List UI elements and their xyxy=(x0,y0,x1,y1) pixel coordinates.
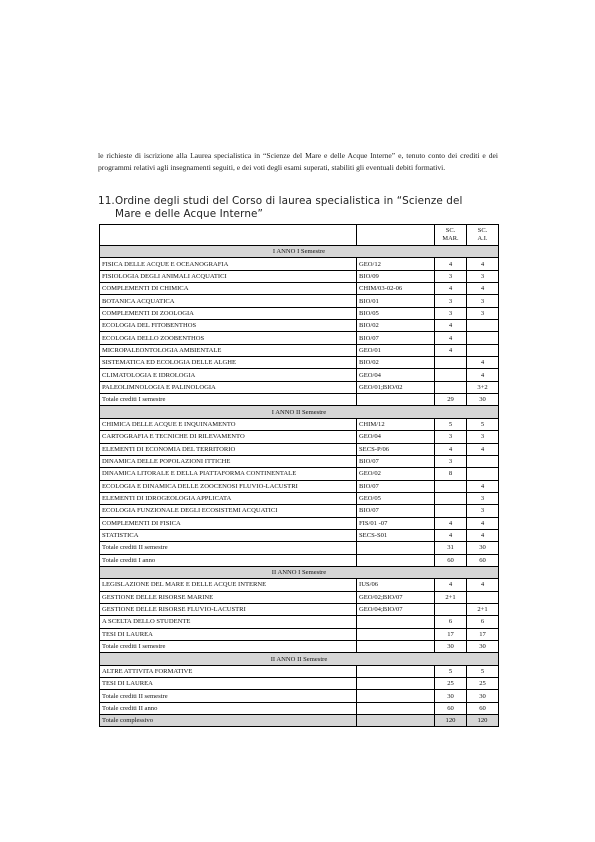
credits-ai-cell: 3 xyxy=(467,295,499,307)
course-name-cell: COMPLEMENTI DI ZOOLOGIA xyxy=(100,307,357,319)
credits-ai-cell: 5 xyxy=(467,665,499,677)
course-code-cell xyxy=(357,628,435,640)
course-code-cell: BIO/09 xyxy=(357,270,435,282)
course-name-cell: DINAMICA LITORALE E DELLA PIATTAFORMA CONTINENTALE xyxy=(100,468,357,480)
credits-mar-cell: 3 xyxy=(435,295,467,307)
credits-ai-cell: 4 xyxy=(467,258,499,270)
credits-mar-cell: 4 xyxy=(435,529,467,541)
course-code-cell xyxy=(357,678,435,690)
credits-ai-cell: 30 xyxy=(467,641,499,653)
course-code-cell xyxy=(357,715,435,727)
credits-mar-cell xyxy=(435,480,467,492)
course-code-cell: GEO/02 xyxy=(357,468,435,480)
course-name-cell: GESTIONE DELLE RISORSE MARINE xyxy=(100,591,357,603)
credits-ai-cell: 60 xyxy=(467,702,499,714)
credits-mar-cell: 4 xyxy=(435,344,467,356)
table-row xyxy=(100,678,499,690)
credits-mar-cell: 4 xyxy=(435,320,467,332)
table-row xyxy=(100,542,499,554)
semester-label: I ANNO II Semestre xyxy=(100,406,499,418)
semester-header-row xyxy=(100,566,499,578)
course-name-cell: ECOLOGIA FUNZIONALE DEGLI ECOSISTEMI ACQUATICI xyxy=(100,505,357,517)
credits-mar-cell: 2+1 xyxy=(435,591,467,603)
semester-label: II ANNO II Semestre xyxy=(100,653,499,665)
credits-mar-cell xyxy=(435,505,467,517)
course-code-cell: GEO/01;BIO/02 xyxy=(357,381,435,393)
credits-mar-cell xyxy=(435,381,467,393)
table-row xyxy=(100,665,499,677)
course-code-cell: GEO/04 xyxy=(357,369,435,381)
section-title-line2: Mare e delle Acque Interne” xyxy=(115,208,264,220)
credits-ai-cell: 2+1 xyxy=(467,603,499,615)
credits-ai-cell: 3 xyxy=(467,492,499,504)
semester-label: II ANNO I Semestre xyxy=(100,566,499,578)
credits-mar-cell: 4 xyxy=(435,443,467,455)
credits-mar-cell xyxy=(435,603,467,615)
course-code-cell: IUS/06 xyxy=(357,579,435,591)
semester-header-row xyxy=(100,406,499,418)
course-name-cell: COMPLEMENTI DI CHIMICA xyxy=(100,283,357,295)
course-name-cell: Totale crediti I anno xyxy=(100,554,357,566)
header-sc-mar: SC. MAR. xyxy=(435,225,467,246)
course-name-cell: Totale complessivo xyxy=(100,715,357,727)
credits-ai-cell: 17 xyxy=(467,628,499,640)
header-empty-name xyxy=(100,225,357,246)
course-name-cell: ALTRE ATTIVITA FORMATIVE xyxy=(100,665,357,677)
table-row xyxy=(100,529,499,541)
credits-ai-cell: 4 xyxy=(467,517,499,529)
credits-mar-cell: 3 xyxy=(435,270,467,282)
course-name-cell: CARTOGRAFIA E TECNICHE DI RILEVAMENTO xyxy=(100,431,357,443)
credits-ai-cell xyxy=(467,591,499,603)
course-name-cell: ELEMENTI DI IDROGEOLOGIA APPLICATA xyxy=(100,492,357,504)
table-row xyxy=(100,320,499,332)
course-code-cell: GEO/05 xyxy=(357,492,435,504)
course-name-cell: COMPLEMENTI DI FISICA xyxy=(100,517,357,529)
credits-ai-cell: 4 xyxy=(467,443,499,455)
course-code-cell: SECS-S01 xyxy=(357,529,435,541)
course-code-cell xyxy=(357,665,435,677)
course-name-cell: TESI DI LAUREA xyxy=(100,678,357,690)
course-name-cell: A SCELTA DELLO STUDENTE xyxy=(100,616,357,628)
table-row xyxy=(100,295,499,307)
semester-header-row xyxy=(100,246,499,258)
course-name-cell: FISIOLOGIA DEGLI ANIMALI ACQUATICI xyxy=(100,270,357,282)
table-row xyxy=(100,603,499,615)
credits-mar-cell: 4 xyxy=(435,517,467,529)
course-name-cell: DINAMICA DELLE POPOLAZIONI ITTICHE xyxy=(100,455,357,467)
credits-mar-cell: 4 xyxy=(435,283,467,295)
credits-ai-cell: 4 xyxy=(467,357,499,369)
table-row xyxy=(100,283,499,295)
table-row xyxy=(100,431,499,443)
course-name-cell: ELEMENTI DI ECONOMIA DEL TERRITORIO xyxy=(100,443,357,455)
table-row xyxy=(100,554,499,566)
credits-ai-cell: 3 xyxy=(467,307,499,319)
credits-mar-cell: 3 xyxy=(435,431,467,443)
course-name-cell: STATISTICA xyxy=(100,529,357,541)
course-code-cell: SECS-P/06 xyxy=(357,443,435,455)
course-code-cell: BIO/02 xyxy=(357,357,435,369)
credits-mar-cell: 5 xyxy=(435,418,467,430)
course-code-cell xyxy=(357,616,435,628)
course-code-cell: FIS/01 -07 xyxy=(357,517,435,529)
table-row xyxy=(100,357,499,369)
credits-ai-cell: 30 xyxy=(467,690,499,702)
credits-ai-cell xyxy=(467,455,499,467)
credits-ai-cell: 4 xyxy=(467,283,499,295)
table-row xyxy=(100,492,499,504)
credits-mar-cell: 25 xyxy=(435,678,467,690)
credits-mar-cell: 31 xyxy=(435,542,467,554)
table-row xyxy=(100,505,499,517)
table-row xyxy=(100,394,499,406)
credits-ai-cell: 120 xyxy=(467,715,499,727)
credits-ai-cell: 60 xyxy=(467,554,499,566)
course-name-cell: Totale crediti I semestre xyxy=(100,641,357,653)
course-code-cell: BIO/07 xyxy=(357,480,435,492)
table-row xyxy=(100,369,499,381)
course-name-cell: MICROPALEONTOLOGIA AMBIENTALE xyxy=(100,344,357,356)
table-row xyxy=(100,270,499,282)
table-row xyxy=(100,641,499,653)
table-row xyxy=(100,690,499,702)
credits-mar-cell: 29 xyxy=(435,394,467,406)
table-row xyxy=(100,344,499,356)
course-code-cell xyxy=(357,641,435,653)
credits-ai-cell xyxy=(467,344,499,356)
course-name-cell: BOTANICA ACQUATICA xyxy=(100,295,357,307)
table-row xyxy=(100,579,499,591)
credits-mar-cell: 3 xyxy=(435,307,467,319)
grand-total-row xyxy=(100,715,499,727)
table-row xyxy=(100,616,499,628)
course-code-cell: BIO/07 xyxy=(357,455,435,467)
table-row xyxy=(100,455,499,467)
course-name-cell: TESI DI LAUREA xyxy=(100,628,357,640)
header-empty-code xyxy=(357,225,435,246)
course-code-cell xyxy=(357,690,435,702)
table-row xyxy=(100,443,499,455)
table-row xyxy=(100,418,499,430)
credits-mar-cell: 4 xyxy=(435,258,467,270)
table-row xyxy=(100,468,499,480)
course-name-cell: PALEOLIMNOLOGIA E PALINOLOGIA xyxy=(100,381,357,393)
credits-ai-cell: 30 xyxy=(467,394,499,406)
table-row xyxy=(100,702,499,714)
course-name-cell: CHIMICA DELLE ACQUE E INQUINAMENTO xyxy=(100,418,357,430)
course-code-cell: BIO/05 xyxy=(357,307,435,319)
credits-mar-cell: 30 xyxy=(435,641,467,653)
credits-mar-cell: 4 xyxy=(435,332,467,344)
course-name-cell: CLIMATOLOGIA E IDROLOGIA xyxy=(100,369,357,381)
credits-ai-cell: 6 xyxy=(467,616,499,628)
credits-mar-cell: 60 xyxy=(435,554,467,566)
course-code-cell: GEO/01 xyxy=(357,344,435,356)
course-code-cell: CHIM/03-02-06 xyxy=(357,283,435,295)
credits-mar-cell xyxy=(435,492,467,504)
credits-mar-cell: 120 xyxy=(435,715,467,727)
credits-mar-cell: 4 xyxy=(435,579,467,591)
table-row xyxy=(100,480,499,492)
table-row xyxy=(100,258,499,270)
credits-mar-cell: 5 xyxy=(435,665,467,677)
course-code-cell: GEO/12 xyxy=(357,258,435,270)
course-code-cell: GEO/04 xyxy=(357,431,435,443)
course-code-cell xyxy=(357,542,435,554)
course-code-cell: GEO/02;BIO/07 xyxy=(357,591,435,603)
credits-mar-cell: 8 xyxy=(435,468,467,480)
table-header-row xyxy=(100,225,499,246)
course-code-cell: GEO/04;BIO/07 xyxy=(357,603,435,615)
course-name-cell: ECOLOGIA E DINAMICA DELLE ZOOCENOSI FLUVIO-LACUSTRI xyxy=(100,480,357,492)
credits-ai-cell: 3 xyxy=(467,431,499,443)
credits-ai-cell xyxy=(467,468,499,480)
credits-ai-cell: 5 xyxy=(467,418,499,430)
course-code-cell xyxy=(357,394,435,406)
course-code-cell: BIO/02 xyxy=(357,320,435,332)
intro-paragraph: le richieste di iscrizione alla Laurea specialistica in “Scienze del Mare e delle Acque Interne” e, tenuto conto dei crediti e dei programmi relativi agli insegnamenti seguiti, e dei voti degli esami superati, stabiliti gli eventuali debiti formativi. xyxy=(98,151,498,172)
credits-mar-cell: 17 xyxy=(435,628,467,640)
course-name-cell: Totale crediti II semestre xyxy=(100,690,357,702)
course-code-cell: BIO/07 xyxy=(357,332,435,344)
credits-ai-cell: 3 xyxy=(467,270,499,282)
table-row xyxy=(100,307,499,319)
table-row xyxy=(100,332,499,344)
credits-ai-cell: 4 xyxy=(467,529,499,541)
credits-mar-cell: 60 xyxy=(435,702,467,714)
semester-label: I ANNO I Semestre xyxy=(100,246,499,258)
header-sc-ai: SC. A.I. xyxy=(467,225,499,246)
credits-ai-cell: 4 xyxy=(467,480,499,492)
course-name-cell: GESTIONE DELLE RISORSE FLUVIO-LACUSTRI xyxy=(100,603,357,615)
course-name-cell: LEGISLAZIONE DEL MARE E DELLE ACQUE INTERNE xyxy=(100,579,357,591)
course-code-cell xyxy=(357,554,435,566)
course-name-cell: ECOLOGIA DELLO ZOOBENTHOS xyxy=(100,332,357,344)
course-code-cell: CHIM/12 xyxy=(357,418,435,430)
course-code-cell: BIO/07 xyxy=(357,505,435,517)
credits-ai-cell xyxy=(467,320,499,332)
course-code-cell xyxy=(357,702,435,714)
credits-mar-cell xyxy=(435,357,467,369)
section-number: 11. xyxy=(98,195,115,207)
semester-header-row xyxy=(100,653,499,665)
credits-ai-cell: 3+2 xyxy=(467,381,499,393)
course-name-cell: FISICA DELLE ACQUE E OCEANOGRAFIA xyxy=(100,258,357,270)
table-row xyxy=(100,381,499,393)
course-code-cell: BIO/01 xyxy=(357,295,435,307)
credits-ai-cell: 4 xyxy=(467,369,499,381)
study-plan-table xyxy=(99,224,499,727)
credits-mar-cell xyxy=(435,369,467,381)
table-row xyxy=(100,628,499,640)
credits-ai-cell: 3 xyxy=(467,505,499,517)
credits-mar-cell: 6 xyxy=(435,616,467,628)
course-name-cell: Totale crediti II anno xyxy=(100,702,357,714)
course-name-cell: Totale crediti II semestre xyxy=(100,542,357,554)
credits-ai-cell: 4 xyxy=(467,579,499,591)
credits-ai-cell: 30 xyxy=(467,542,499,554)
section-title-line1: Ordine degli studi del Corso di laurea specialistica in “Scienze del xyxy=(115,195,463,207)
table-row xyxy=(100,517,499,529)
credits-ai-cell: 25 xyxy=(467,678,499,690)
course-name-cell: SISTEMATICA ED ECOLOGIA DELLE ALGHE xyxy=(100,357,357,369)
course-name-cell: Totale crediti I semestre xyxy=(100,394,357,406)
credits-mar-cell: 30 xyxy=(435,690,467,702)
credits-ai-cell xyxy=(467,332,499,344)
section-heading xyxy=(98,195,500,221)
credits-mar-cell: 3 xyxy=(435,455,467,467)
table-row xyxy=(100,591,499,603)
course-name-cell: ECOLOGIA DEL FITOBENTHOS xyxy=(100,320,357,332)
